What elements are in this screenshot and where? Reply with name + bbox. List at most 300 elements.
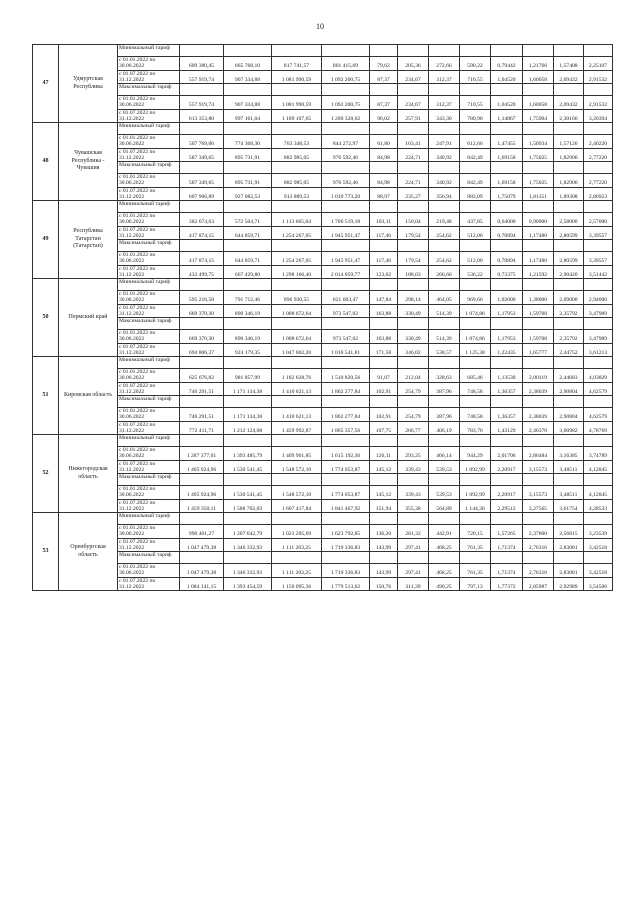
table-row (33, 318, 613, 330)
table-cell: 1 410 621,13 (272, 382, 322, 396)
table-cell: 442,91 (429, 525, 460, 539)
table-cell: 1 092,99 (460, 460, 491, 474)
table-cell: 536,22 (460, 265, 491, 279)
table-cell (523, 201, 554, 213)
table-cell: 1 200 328,62 (322, 109, 370, 123)
table-cell: 2,38039 (523, 408, 554, 422)
table-cell: 2,77220 (584, 174, 613, 188)
table-cell (180, 396, 224, 408)
region-name: Республика Татарстан (Татарстан) (59, 201, 118, 279)
table-cell (429, 357, 460, 369)
table-cell: 88,97 (370, 187, 398, 201)
period-label: с 01.07.2022 по 31.12.2022 (118, 577, 180, 591)
table-cell (460, 279, 491, 291)
table-cell: 1 588 702,03 (224, 499, 272, 513)
table-cell: 1,17953 (491, 304, 523, 318)
table-cell: 4,03829 (584, 369, 613, 383)
table-cell: 1 706 519,18 (322, 213, 370, 227)
table-cell: 205,36 (398, 57, 429, 71)
table-cell (322, 162, 370, 174)
table-cell: 1 111 203,25 (272, 564, 322, 578)
period-label: с 01.07.2022 по 31.12.2022 (118, 304, 180, 318)
table-cell: 2,25107 (584, 57, 613, 71)
period-label: Минимальный тариф (118, 279, 180, 291)
table-cell: 2,09000 (554, 291, 584, 305)
table-cell: 84,98 (370, 148, 398, 162)
table-cell: 1 047 479,38 (180, 564, 224, 578)
table-cell: 1 081 990,59 (272, 70, 322, 84)
table-cell: 1 841 467,92 (322, 499, 370, 513)
table-cell: 1,82906 (554, 148, 584, 162)
table-cell: 468,25 (429, 564, 460, 578)
table-cell: 143,99 (370, 538, 398, 552)
table-cell: 2,01706 (491, 447, 523, 461)
table-cell: 2,90420 (554, 265, 584, 279)
table-cell: 710,55 (460, 70, 491, 84)
table-cell (523, 396, 554, 408)
table-cell: 1,75079 (491, 187, 523, 201)
table-cell: 4,12845 (584, 460, 613, 474)
table-cell (429, 318, 460, 330)
table-cell: 340,92 (429, 148, 460, 162)
table-cell (491, 318, 523, 330)
table-cell: 844 272,97 (322, 135, 370, 149)
table-cell: 895 731,91 (224, 174, 272, 188)
table-cell (224, 552, 272, 564)
table-cell (460, 552, 491, 564)
table-cell: 1,21766 (523, 57, 554, 71)
table-cell: 1 074,86 (460, 330, 491, 344)
table-cell: 1,81151 (523, 187, 554, 201)
table-cell (370, 357, 398, 369)
table-row (33, 96, 613, 110)
table-cell (584, 474, 613, 486)
table-cell: 2,35792 (554, 330, 584, 344)
table-cell: 464,05 (429, 291, 460, 305)
table-cell (224, 513, 272, 525)
table-cell: 293,25 (398, 447, 429, 461)
table-cell (460, 513, 491, 525)
table-cell: 1 779 513,62 (322, 577, 370, 591)
table-cell: 1,50934 (523, 135, 554, 149)
table-cell (460, 84, 491, 96)
table-cell (584, 201, 613, 213)
region-number: 49 (33, 201, 59, 279)
table-row (33, 45, 613, 57)
table-cell (554, 552, 584, 564)
table-cell: 346,02 (398, 343, 429, 357)
period-label: с 01.07.2022 по 31.12.2022 (118, 343, 180, 357)
table-cell: 3,39557 (584, 252, 613, 266)
table-cell: 1 047 479,38 (180, 538, 224, 552)
table-cell (180, 123, 224, 135)
table-cell: 1 182 628,76 (272, 369, 322, 383)
period-label: с 01.01.2022 по 30.06.2022 (118, 447, 180, 461)
table-cell: 2,29512 (491, 499, 523, 513)
table-cell: 1 410 621,13 (272, 408, 322, 422)
table-cell: 625 676,82 (180, 369, 224, 383)
table-cell (523, 513, 554, 525)
table-cell: 612,66 (460, 135, 491, 149)
table-row (33, 486, 613, 500)
table-cell: 417 874,15 (180, 252, 224, 266)
table-cell: 882 985,05 (272, 174, 322, 188)
table-row (33, 162, 613, 174)
table-cell: 1 008 672,64 (272, 304, 322, 318)
region-number: 50 (33, 279, 59, 357)
table-cell (180, 201, 224, 213)
table-cell (224, 45, 272, 57)
table-cell (224, 279, 272, 291)
table-cell: 1,59708 (523, 304, 554, 318)
table-cell: 1 865 357,56 (322, 421, 370, 435)
table-cell (322, 474, 370, 486)
table-cell: 1 212 124,08 (224, 421, 272, 435)
table-cell: 1,17480 (523, 252, 554, 266)
table-cell: 1 346 332,93 (224, 564, 272, 578)
table-cell: 2,20917 (491, 486, 523, 500)
region-number: 52 (33, 435, 59, 513)
table-cell: 0,90000 (523, 213, 554, 227)
table-cell: 2,09432 (554, 96, 584, 110)
table-cell (584, 552, 613, 564)
region-name: Кировская область (59, 357, 118, 435)
table-cell: 1,57265 (491, 525, 523, 539)
table-cell: 1 010 773,20 (322, 187, 370, 201)
table-cell: 613 353,80 (180, 109, 224, 123)
table-cell: 312,37 (429, 70, 460, 84)
table-cell: 0,73375 (491, 265, 523, 279)
table-row (33, 187, 613, 201)
table-row (33, 447, 613, 461)
table-cell: 710,55 (460, 96, 491, 110)
table-cell: 1 010 541,81 (322, 343, 370, 357)
table-cell: 1 607 417,84 (272, 499, 322, 513)
table-cell: 1,43129 (491, 421, 523, 435)
period-label: с 01.01.2022 по 30.06.2022 (118, 96, 180, 110)
period-label: Максимальный тариф (118, 162, 180, 174)
table-cell: 1,71374 (491, 564, 523, 578)
table-cell: 266,66 (429, 265, 460, 279)
table-cell: 2,77220 (584, 148, 613, 162)
table-cell (554, 318, 584, 330)
table-cell: 896 930,55 (272, 291, 322, 305)
table-cell (180, 240, 224, 252)
table-cell: 1 510 820,56 (322, 369, 370, 383)
table-cell: 3,48511 (554, 460, 584, 474)
table-cell: 356,94 (429, 187, 460, 201)
table-cell: 557 919,74 (180, 70, 224, 84)
table-cell: 557 919,74 (180, 96, 224, 110)
table-cell: 761,35 (460, 538, 491, 552)
table-cell (523, 84, 554, 96)
region-name: Чувашская Республика - Чувашия (59, 123, 118, 201)
table-row (33, 435, 613, 447)
table-cell: 163,41 (398, 135, 429, 149)
table-cell: 1 802 277,84 (322, 408, 370, 422)
table-cell (398, 474, 429, 486)
table-cell (523, 474, 554, 486)
table-cell: 2,83081 (554, 564, 584, 578)
table-cell: 1 111 203,25 (272, 538, 322, 552)
table-cell (398, 357, 429, 369)
table-cell (370, 84, 398, 96)
table-cell: 3,20394 (584, 109, 613, 123)
table-cell: 761,35 (460, 564, 491, 578)
table-cell: 311,39 (398, 577, 429, 591)
table-cell (429, 84, 460, 96)
table-cell: 1 150 095,36 (272, 577, 322, 591)
table-cell: 281,32 (398, 525, 429, 539)
table-cell: 234,67 (398, 70, 429, 84)
table-cell: 3,42518 (584, 538, 613, 552)
table-cell: 890 346,19 (224, 304, 272, 318)
table-cell: 1,60058 (523, 70, 554, 84)
period-label: с 01.07.2022 по 31.12.2022 (118, 187, 180, 201)
table-cell (554, 45, 584, 57)
table-cell (272, 162, 322, 174)
table-cell: 538,57 (429, 343, 460, 357)
table-row (33, 343, 613, 357)
table-row (33, 70, 613, 84)
table-cell: 973 547,02 (322, 330, 370, 344)
table-cell: 387,96 (429, 408, 460, 422)
table-cell (523, 318, 554, 330)
period-label: с 01.07.2022 по 31.12.2022 (118, 538, 180, 552)
table-cell (429, 240, 460, 252)
table-cell (554, 513, 584, 525)
table-cell (584, 435, 613, 447)
table-cell: 1 615 192,36 (322, 447, 370, 461)
table-cell (584, 84, 613, 96)
period-label: с 01.01.2022 по 30.06.2022 (118, 330, 180, 344)
table-cell: 572 504,71 (224, 213, 272, 227)
table-cell (554, 240, 584, 252)
table-cell: 667 429,80 (224, 265, 272, 279)
table-cell: 1 719 336,83 (322, 538, 370, 552)
table-cell: 96,02 (370, 109, 398, 123)
table-cell: 1 945 951,47 (322, 252, 370, 266)
table-cell: 87,37 (370, 70, 398, 84)
table-cell: 595 216,58 (180, 291, 224, 305)
table-cell: 490,25 (429, 577, 460, 591)
table-cell: 61,80 (370, 135, 398, 149)
table-cell (370, 279, 398, 291)
table-cell (584, 162, 613, 174)
table-cell: 1 409 901,85 (272, 447, 322, 461)
table-cell: 817 741,57 (272, 57, 322, 71)
table-cell (370, 474, 398, 486)
table-cell (272, 396, 322, 408)
table-cell: 748,58 (460, 382, 491, 396)
table-cell: 1 287 377,01 (180, 447, 224, 461)
table-cell (224, 162, 272, 174)
period-label: с 01.01.2022 по 30.06.2022 (118, 135, 180, 149)
table-cell (272, 123, 322, 135)
table-cell (272, 552, 322, 564)
table-cell (224, 123, 272, 135)
table-cell (460, 162, 491, 174)
region-name: Оренбургская область (59, 513, 118, 591)
table-cell (429, 45, 460, 57)
table-cell (523, 240, 554, 252)
table-cell (429, 279, 460, 291)
table-cell: 147,84 (370, 291, 398, 305)
table-cell (429, 123, 460, 135)
table-cell (523, 435, 554, 447)
table-cell: 969,66 (460, 291, 491, 305)
table-cell (322, 318, 370, 330)
table-cell: 330,49 (398, 330, 429, 344)
table-cell: 1 207 642,79 (224, 525, 272, 539)
table-cell: 0,70894 (491, 226, 523, 240)
table-cell: 2,56815 (554, 525, 584, 539)
table-cell: 91,07 (370, 369, 398, 383)
table-cell: 1,36357 (491, 408, 523, 422)
table-cell: 1,71374 (491, 538, 523, 552)
table-cell: 514,39 (429, 304, 460, 318)
table-cell (398, 396, 429, 408)
table-cell (460, 240, 491, 252)
table-cell (224, 318, 272, 330)
table-cell (429, 201, 460, 213)
table-cell: 4,62579 (584, 408, 613, 422)
region-name: Удмуртская Республика (59, 45, 118, 123)
period-label: Максимальный тариф (118, 84, 180, 96)
table-cell: 1,60058 (523, 96, 554, 110)
table-cell: 3,47989 (584, 304, 613, 318)
period-label: с 01.07.2022 по 31.12.2022 (118, 499, 180, 513)
table-cell: 924 179,35 (224, 343, 272, 357)
table-cell: 3,51442 (584, 265, 613, 279)
table-cell: 150,76 (370, 577, 398, 591)
table-cell: 2,00119 (523, 369, 554, 383)
table-cell: 2,90804 (554, 408, 584, 422)
table-cell (584, 513, 613, 525)
table-cell: 644 859,71 (224, 252, 272, 266)
table-cell (322, 396, 370, 408)
table-cell: 780,90 (460, 109, 491, 123)
table-cell (180, 357, 224, 369)
table-cell (398, 318, 429, 330)
table-cell: 1,17953 (491, 330, 523, 344)
period-label: с 01.07.2022 по 31.12.2022 (118, 226, 180, 240)
table-cell (523, 552, 554, 564)
table-cell: 1,59708 (523, 330, 554, 344)
table-cell (584, 123, 613, 135)
table-cell (180, 513, 224, 525)
table-cell: 990 401,27 (180, 525, 224, 539)
table-cell: 1 548 572,10 (272, 460, 322, 474)
table-cell: 507 769,06 (180, 135, 224, 149)
table-cell: 539,53 (429, 460, 460, 474)
table-cell: 171,58 (370, 343, 398, 357)
table-cell: 163,88 (370, 330, 398, 344)
table-cell (224, 435, 272, 447)
table-cell (460, 201, 491, 213)
table-cell: 1 171 134,38 (224, 408, 272, 422)
table-cell: 1 459 350,11 (180, 499, 224, 513)
table-cell: 79,62 (370, 57, 398, 71)
period-label: Максимальный тариф (118, 396, 180, 408)
table-row (33, 552, 613, 564)
table-cell: 145,12 (370, 460, 398, 474)
table-cell: 235,27 (398, 187, 429, 201)
table-cell: 607 906,89 (180, 187, 224, 201)
table-cell: 2,86484 (523, 447, 554, 461)
table-row (33, 148, 613, 162)
table-cell (398, 279, 429, 291)
table-cell: 163,88 (370, 304, 398, 318)
table-cell: 791 712,46 (224, 291, 272, 305)
table-cell: 247,91 (429, 135, 460, 149)
table-row (33, 396, 613, 408)
table-cell (584, 240, 613, 252)
table-cell (523, 357, 554, 369)
table-cell (272, 240, 322, 252)
page-number: 10 (316, 22, 324, 31)
table-cell: 1,22435 (491, 343, 523, 357)
table-cell: 387,96 (429, 382, 460, 396)
table-cell: 512,00 (460, 226, 491, 240)
table-cell: 103,11 (370, 213, 398, 227)
period-label: с 01.01.2022 по 30.06.2022 (118, 213, 180, 227)
table-cell: 842,49 (460, 174, 491, 188)
table-cell: 1 298 166,40 (272, 265, 322, 279)
table-cell: 3,48511 (554, 486, 584, 500)
table-cell: 1 405 924,96 (180, 460, 224, 474)
table-cell (322, 84, 370, 96)
table-cell: 257,91 (398, 109, 429, 123)
table-row (33, 304, 613, 318)
table-cell (224, 240, 272, 252)
table-cell: 1,57408 (554, 57, 584, 71)
table-cell: 1 144,36 (460, 499, 491, 513)
region-number: 51 (33, 357, 59, 435)
table-cell (370, 201, 398, 213)
table-cell: 3,74789 (584, 447, 613, 461)
table-cell: 437,85 (460, 213, 491, 227)
table-cell: 564,89 (429, 499, 460, 513)
table-cell: 1 530 541,45 (224, 486, 272, 500)
table-cell (322, 357, 370, 369)
table-cell (460, 396, 491, 408)
period-label: с 01.01.2022 по 30.06.2022 (118, 525, 180, 539)
table-cell: 3,16385 (554, 447, 584, 461)
table-cell (370, 396, 398, 408)
table-cell (370, 435, 398, 447)
table-cell (322, 279, 370, 291)
table-cell: 976 592,46 (322, 148, 370, 162)
table-cell (523, 123, 554, 135)
table-cell: 1 125,38 (460, 343, 491, 357)
table-cell (554, 84, 584, 96)
table-row (33, 213, 613, 227)
table-cell: 1,65777 (523, 343, 554, 357)
table-cell: 343,30 (429, 109, 460, 123)
table-cell: 1,69158 (491, 174, 523, 188)
table-cell: 212,04 (398, 369, 429, 383)
table-cell: 512,00 (460, 252, 491, 266)
table-cell (491, 513, 523, 525)
table-cell (491, 474, 523, 486)
table-row (33, 357, 613, 369)
table-cell (180, 279, 224, 291)
period-label: с 01.07.2022 по 31.12.2022 (118, 265, 180, 279)
table-cell: 1 081 990,59 (272, 96, 322, 110)
table-cell: 466,14 (429, 447, 460, 461)
table-cell: 1 171 134,38 (224, 382, 272, 396)
